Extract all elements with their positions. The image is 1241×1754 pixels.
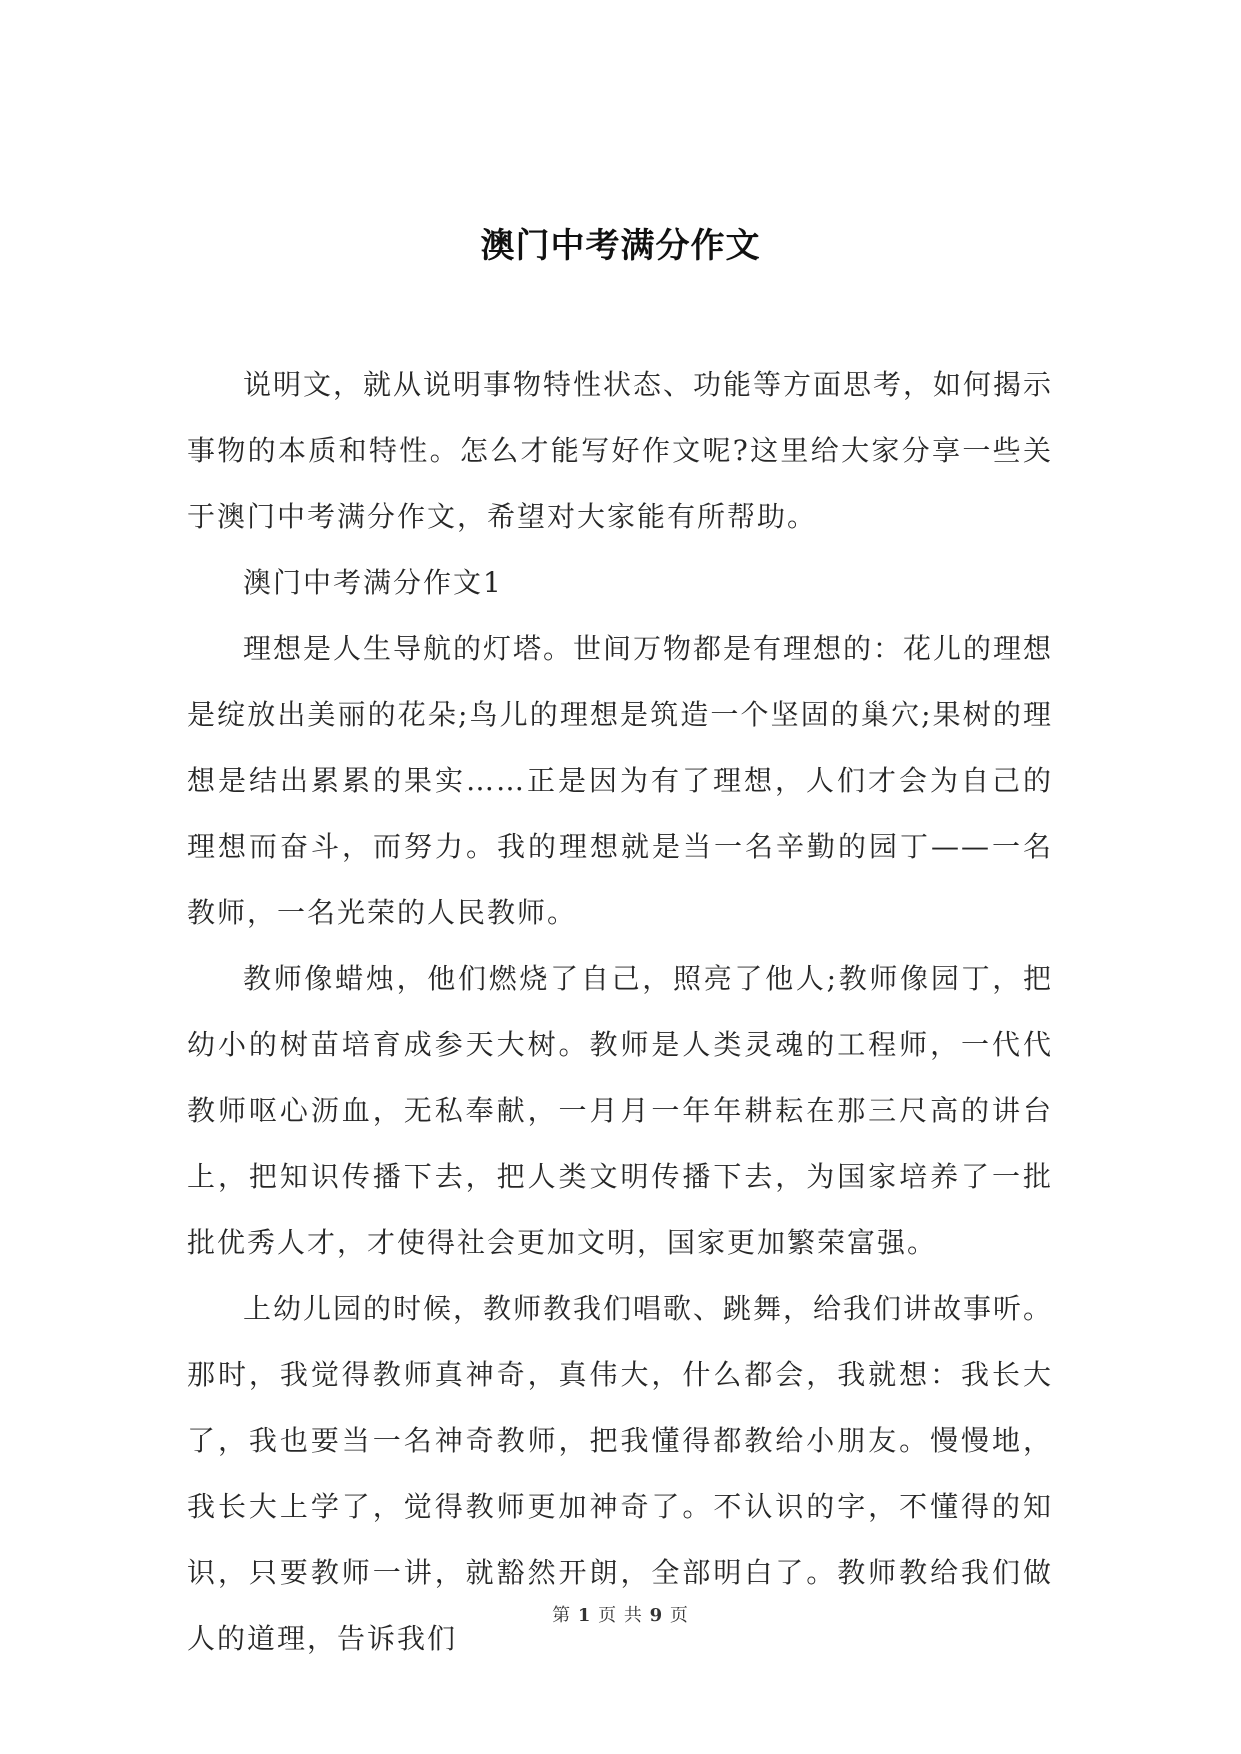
page-footer [0, 1604, 1241, 1628]
paragraph-ideal: 理想是人生导航的灯塔。世间万物都是有理想的：花儿的理想是绽放出美丽的花朵;鸟儿的理想是筑造一个坚固的巢穴;果树的理想是结出累累的果实……正是因为有了理想，人们才会为自己的理想而奋斗，而努力。我的理想就是当一名辛勤的园丁——一名教师，一名光荣的人民教师。 [187, 632, 1054, 929]
paragraph-intro: 说明文，就从说明事物特性状态、功能等方面思考，如何揭示事物的本质和特性。怎么才能写好作文呢?这里给大家分享一些关于澳门中考满分作文，希望对大家能有所帮助。 [187, 368, 1054, 533]
footer-total-pages: 9 [649, 1605, 664, 1626]
footer-page-number: 1 [577, 1605, 592, 1626]
document-title: 澳门中考满分作文 [480, 226, 761, 266]
footer-suffix: 页 [669, 1605, 689, 1626]
paragraph-teacher: 教师像蜡烛，他们燃烧了自己，照亮了他人;教师像园丁，把幼小的树苗培育成参天大树。教师是人类灵魂的工程师，一代代教师呕心沥血，无私奉献，一月月一年年耕耘在那三尺高的讲台上，把知识传播下去，把人类文明传播下去，为国家培养了一批批优秀人才，才使得社会更加文明，国家更加繁荣富强。 [187, 962, 1053, 1259]
paragraph-kindergarten: 上幼儿园的时候，教师教我们唱歌、跳舞，给我们讲故事听。那时，我觉得教师真神奇，真伟大，什么都会，我就想：我长大了，我也要当一名神奇教师，把我懂得都教给小朋友。慢慢地，我长大上学了，觉得教师更加神奇了。不认识的字，不懂得的知识，只要教师一讲，就豁然开朗，全部明白了。教师教给我们做人的道理，告诉我们 [187, 1292, 1054, 1655]
footer-prefix: 第 [552, 1605, 572, 1626]
essay-heading: 澳门中考满分作文1 [243, 566, 503, 599]
document-body [187, 352, 1053, 1672]
footer-middle: 页 共 [598, 1605, 643, 1626]
